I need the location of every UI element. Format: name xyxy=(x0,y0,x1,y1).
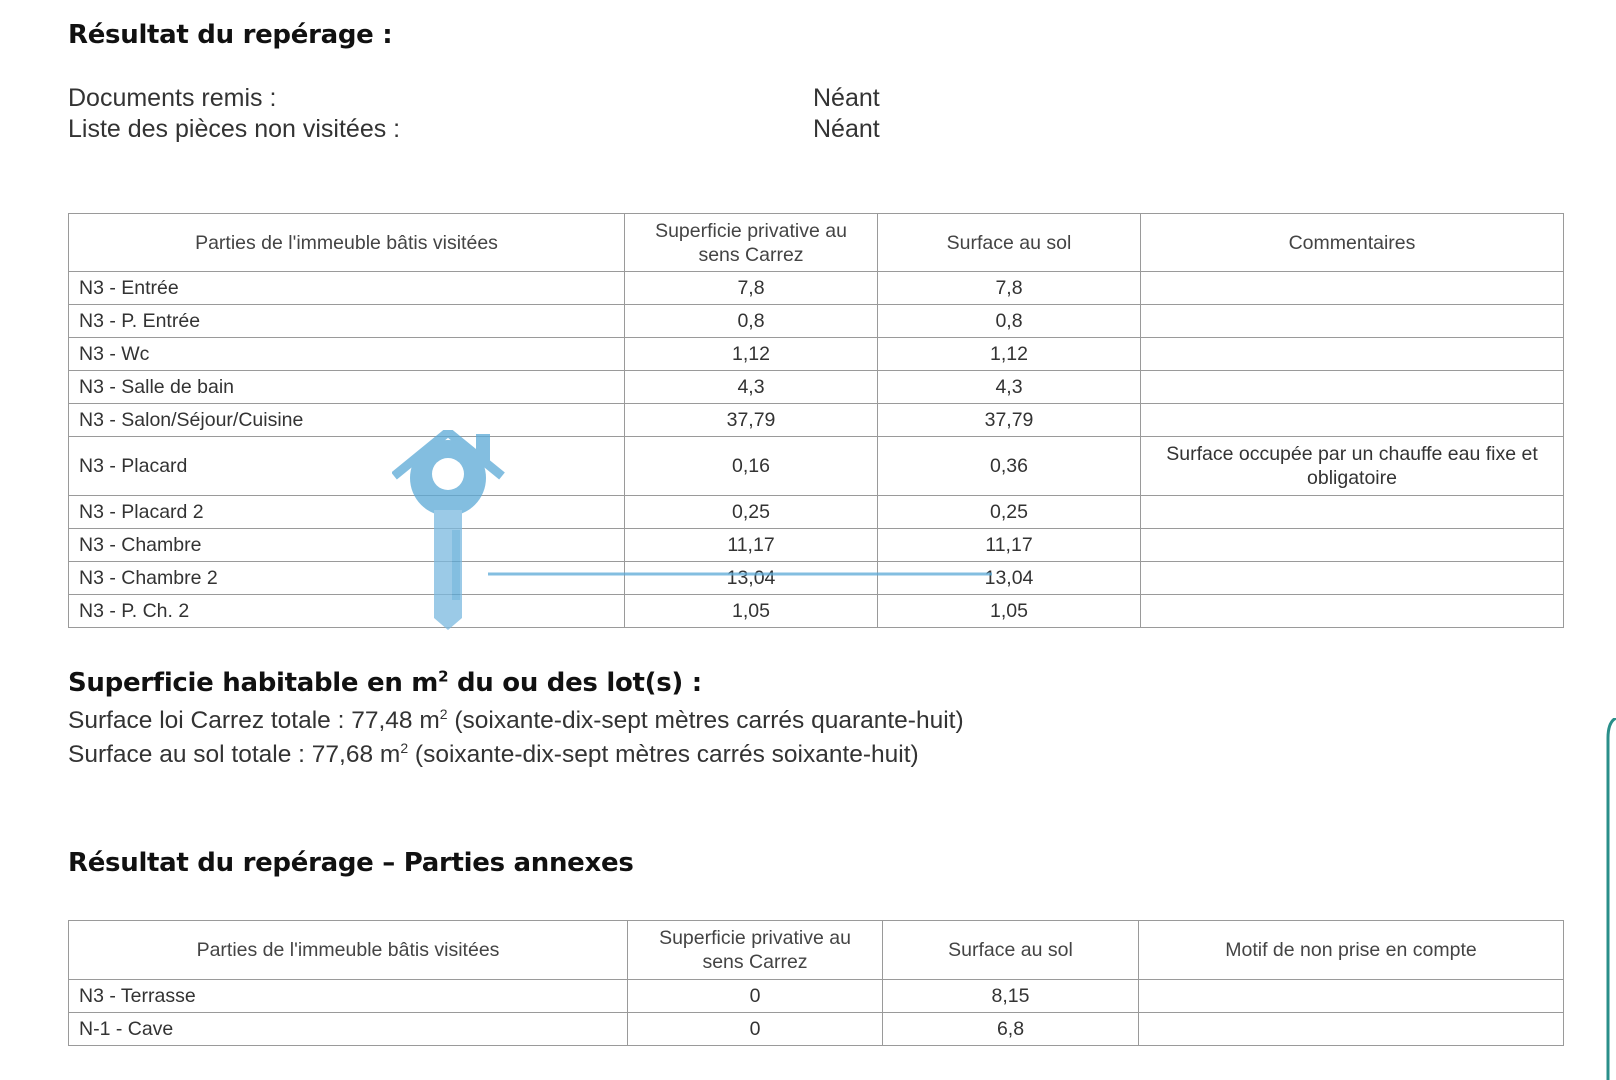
room-name: N3 - Placard xyxy=(69,437,625,496)
sol-value: 8,15 xyxy=(883,980,1139,1013)
room-name: N3 - Wc xyxy=(69,338,625,371)
header-surface-sol: Surface au sol xyxy=(883,921,1139,980)
documents-row xyxy=(68,84,968,116)
room-name: N3 - Chambre 2 xyxy=(69,562,625,595)
carrez-value: 0,25 xyxy=(625,496,878,529)
comment xyxy=(1141,338,1564,371)
rooms-not-visited-label: Liste des pièces non visitées : xyxy=(68,115,401,143)
header-surface-sol: Surface au sol xyxy=(878,214,1141,272)
sol-value: 0,36 xyxy=(878,437,1141,496)
motif xyxy=(1139,980,1564,1013)
table-row xyxy=(69,562,1564,595)
sol-value: 1,05 xyxy=(878,595,1141,628)
edge-decoration xyxy=(1606,718,1616,1080)
table-row xyxy=(69,437,1564,496)
rooms-table xyxy=(68,213,1564,628)
table-row xyxy=(69,338,1564,371)
comment xyxy=(1141,305,1564,338)
habitable-surface-title: Superficie habitable en $m^2$ du ou des lot(s) : xyxy=(68,667,702,698)
table-row xyxy=(69,496,1564,529)
table-row xyxy=(69,305,1564,338)
sol-value: 13,04 xyxy=(878,562,1141,595)
carrez-value: 1,12 xyxy=(625,338,878,371)
header-parts: Parties de l'immeuble bâtis visitées xyxy=(69,921,628,980)
header-carrez: Superficie privative au sens Carrez xyxy=(628,921,883,980)
room-name: N3 - P. Ch. 2 xyxy=(69,595,625,628)
table-row xyxy=(69,595,1564,628)
header-parts: Parties de l'immeuble bâtis visitées xyxy=(69,214,625,272)
table-row xyxy=(69,529,1564,562)
table-row xyxy=(69,371,1564,404)
rooms-not-visited-value: Néant xyxy=(813,115,880,143)
sol-value: 4,3 xyxy=(878,371,1141,404)
room-name: N3 - Salon/Séjour/Cuisine xyxy=(69,404,625,437)
carrez-value: 1,05 xyxy=(625,595,878,628)
carrez-value: 0 xyxy=(628,980,883,1013)
table-header-row xyxy=(69,214,1564,272)
comment xyxy=(1141,496,1564,529)
documents-value: Néant xyxy=(813,84,880,112)
carrez-total-line: Surface loi Carrez totale : 77,48 $m^2$ (soixante-dix-sept mètres carrés quarante-huit) xyxy=(68,705,964,734)
comment xyxy=(1141,529,1564,562)
comment xyxy=(1141,404,1564,437)
rooms-not-visited-row xyxy=(68,115,968,147)
sol-value: 37,79 xyxy=(878,404,1141,437)
sol-value: 11,17 xyxy=(878,529,1141,562)
carrez-value: 7,8 xyxy=(625,272,878,305)
annex-name: N3 - Terrasse xyxy=(69,980,628,1013)
sol-total-line: Surface au sol totale : 77,68 $m^2$ (soixante-dix-sept mètres carrés soixante-huit) xyxy=(68,739,919,768)
table-header-row xyxy=(69,921,1564,980)
carrez-value: 37,79 xyxy=(625,404,878,437)
sol-value: 1,12 xyxy=(878,338,1141,371)
table-row xyxy=(69,980,1564,1013)
comment xyxy=(1141,371,1564,404)
sol-value: 6,8 xyxy=(883,1013,1139,1046)
room-name: N3 - Placard 2 xyxy=(69,496,625,529)
motif xyxy=(1139,1013,1564,1046)
table-row xyxy=(69,272,1564,305)
annexes-table xyxy=(68,920,1564,1046)
sol-value: 0,25 xyxy=(878,496,1141,529)
comment xyxy=(1141,595,1564,628)
documents-label: Documents remis : xyxy=(68,84,277,112)
comment xyxy=(1141,562,1564,595)
table-row xyxy=(69,1013,1564,1046)
header-commentaires: Commentaires xyxy=(1141,214,1564,272)
section-title-annexes: Résultat du repérage – Parties annexes xyxy=(68,848,634,878)
carrez-value: 0,8 xyxy=(625,305,878,338)
summary-block xyxy=(68,704,964,772)
annex-name: N-1 - Cave xyxy=(69,1013,628,1046)
sol-value: 0,8 xyxy=(878,305,1141,338)
table-row xyxy=(69,404,1564,437)
room-name: N3 - P. Entrée xyxy=(69,305,625,338)
carrez-value: 0 xyxy=(628,1013,883,1046)
room-name: N3 - Salle de bain xyxy=(69,371,625,404)
carrez-value: 4,3 xyxy=(625,371,878,404)
carrez-value: 13,04 xyxy=(625,562,878,595)
carrez-value: 0,16 xyxy=(625,437,878,496)
comment: Surface occupée par un chauffe eau fixe et obligatoire xyxy=(1141,437,1564,496)
carrez-value: 11,17 xyxy=(625,529,878,562)
header-carrez: Superficie privative au sens Carrez xyxy=(625,214,878,272)
header-motif: Motif de non prise en compte xyxy=(1139,921,1564,980)
sol-value: 7,8 xyxy=(878,272,1141,305)
room-name: N3 - Entrée xyxy=(69,272,625,305)
room-name: N3 - Chambre xyxy=(69,529,625,562)
section-title-reperage: Résultat du repérage : xyxy=(68,20,393,50)
comment xyxy=(1141,272,1564,305)
